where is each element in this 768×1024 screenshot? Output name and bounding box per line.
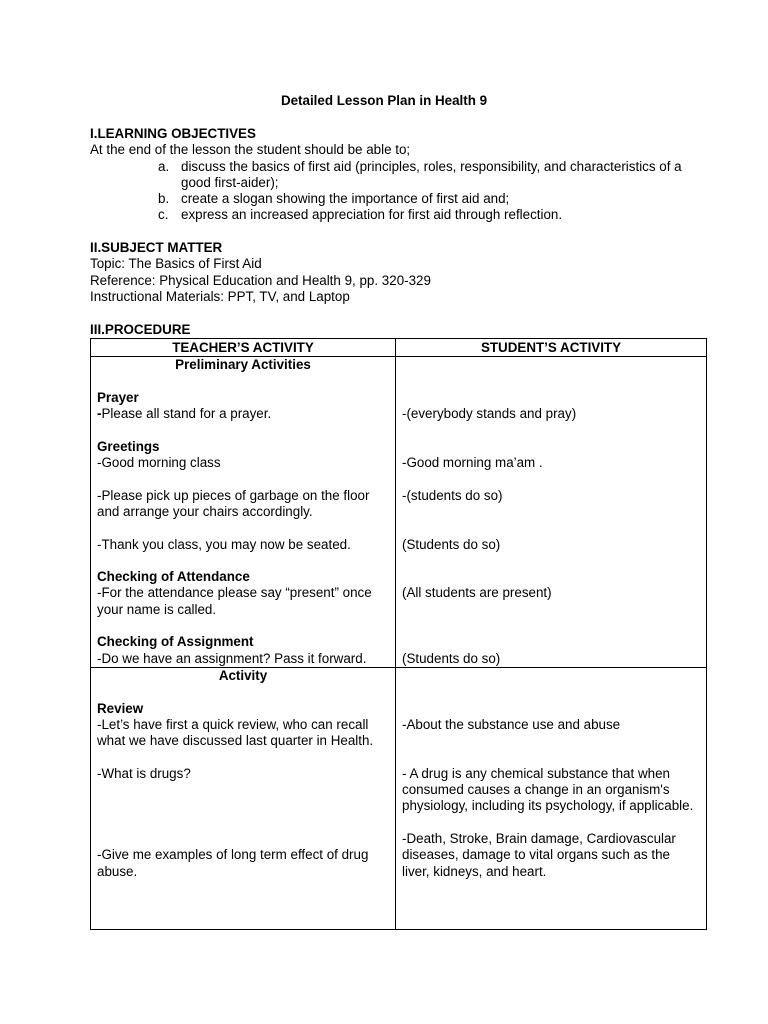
objective-item <box>90 159 710 192</box>
objective-item <box>90 207 710 223</box>
greetings-teacher: -Good morning class <box>97 455 221 471</box>
drugs-student: - A drug is any chemical substance that when consumed causes a change in an organism's physiology, including its psychology, if applicable. <box>402 765 694 814</box>
seated-student: (Students do so) <box>402 536 501 552</box>
garbage-student: -(students do so) <box>402 487 503 503</box>
attendance-heading: Checking of Attendance <box>97 569 250 585</box>
objective-text: express an increased appreciation for first aid through reflection. <box>181 207 563 223</box>
objective-text: discuss the basics of first aid (principles, roles, responsibility, and characteristics of a good first-aider); <box>181 158 682 190</box>
subject-materials: Instructional Materials: PPT, TV, and Laptop <box>90 288 350 304</box>
table-row <box>91 667 707 929</box>
prayer-student: -(everybody stands and pray) <box>402 406 577 422</box>
preliminary-label: Preliminary Activities <box>175 357 311 373</box>
seated-teacher: -Thank you class, you may now be seated. <box>97 536 351 552</box>
subject-topic: Topic: The Basics of First Aid <box>90 256 262 272</box>
objectives-heading: I.LEARNING OBJECTIVES <box>90 126 256 141</box>
objectives-intro: At the end of the lesson the student should be able to; <box>90 142 411 158</box>
garbage-teacher: -Please pick up pieces of garbage on the floor and arrange your chairs accordingly. <box>97 487 370 519</box>
procedure-heading: III.PROCEDURE <box>90 322 191 337</box>
attendance-student: (All students are present) <box>402 585 552 601</box>
subject-reference: Reference: Physical Education and Health 9, pp. 320-329 <box>90 272 431 288</box>
effects-student: -Death, Stroke, Brain damage, Cardiovascular diseases, damage to vital organs such as the liver, kidneys, and heart. <box>402 830 676 879</box>
table-row <box>91 357 707 668</box>
objective-text: create a slogan showing the importance of first aid and; <box>181 191 510 207</box>
assignment-teacher: -Do we have an assignment? Pass it forward. <box>97 650 367 666</box>
prayer-heading: Prayer <box>97 389 139 405</box>
prayer-teacher: -Please all stand for a prayer. <box>97 406 272 422</box>
greetings-student: -Good morning ma’am . <box>402 455 543 471</box>
student-activity-cell <box>396 667 707 929</box>
effects-teacher: -Give me examples of long term effect of drug abuse. <box>97 847 369 879</box>
procedure-table <box>90 338 707 930</box>
activity-label: Activity <box>218 667 268 683</box>
document-title: Detailed Lesson Plan in Health 9 <box>280 93 488 108</box>
objective-marker: c. <box>158 207 169 223</box>
objective-marker: b. <box>158 191 170 207</box>
review-heading: Review <box>97 700 144 716</box>
assignment-heading: Checking of Assignment <box>97 634 254 650</box>
table-header-row <box>91 339 707 357</box>
student-activity-header: STUDENT’S ACTIVITY <box>396 339 707 357</box>
assignment-student: (Students do so) <box>402 650 501 666</box>
learning-objectives-section <box>90 126 710 224</box>
subject-matter-section <box>90 240 710 305</box>
teacher-preliminary-cell <box>91 357 396 668</box>
teacher-activity-header: TEACHER’S ACTIVITY <box>91 339 396 357</box>
objective-item <box>90 191 710 207</box>
teacher-activity-cell <box>91 667 396 929</box>
subject-matter-heading: II.SUBJECT MATTER <box>90 240 223 255</box>
drugs-teacher: -What is drugs? <box>97 765 191 781</box>
greetings-heading: Greetings <box>97 438 160 454</box>
objectives-list <box>90 159 710 224</box>
review-student: -About the substance use and abuse <box>402 716 621 732</box>
attendance-teacher: -For the attendance please say “present” once your name is called. <box>97 585 372 617</box>
student-preliminary-cell <box>396 357 707 668</box>
objective-marker: a. <box>158 158 170 174</box>
review-teacher: -Let’s have first a quick review, who can recall what we have discussed last quarter in Health. <box>97 716 374 749</box>
